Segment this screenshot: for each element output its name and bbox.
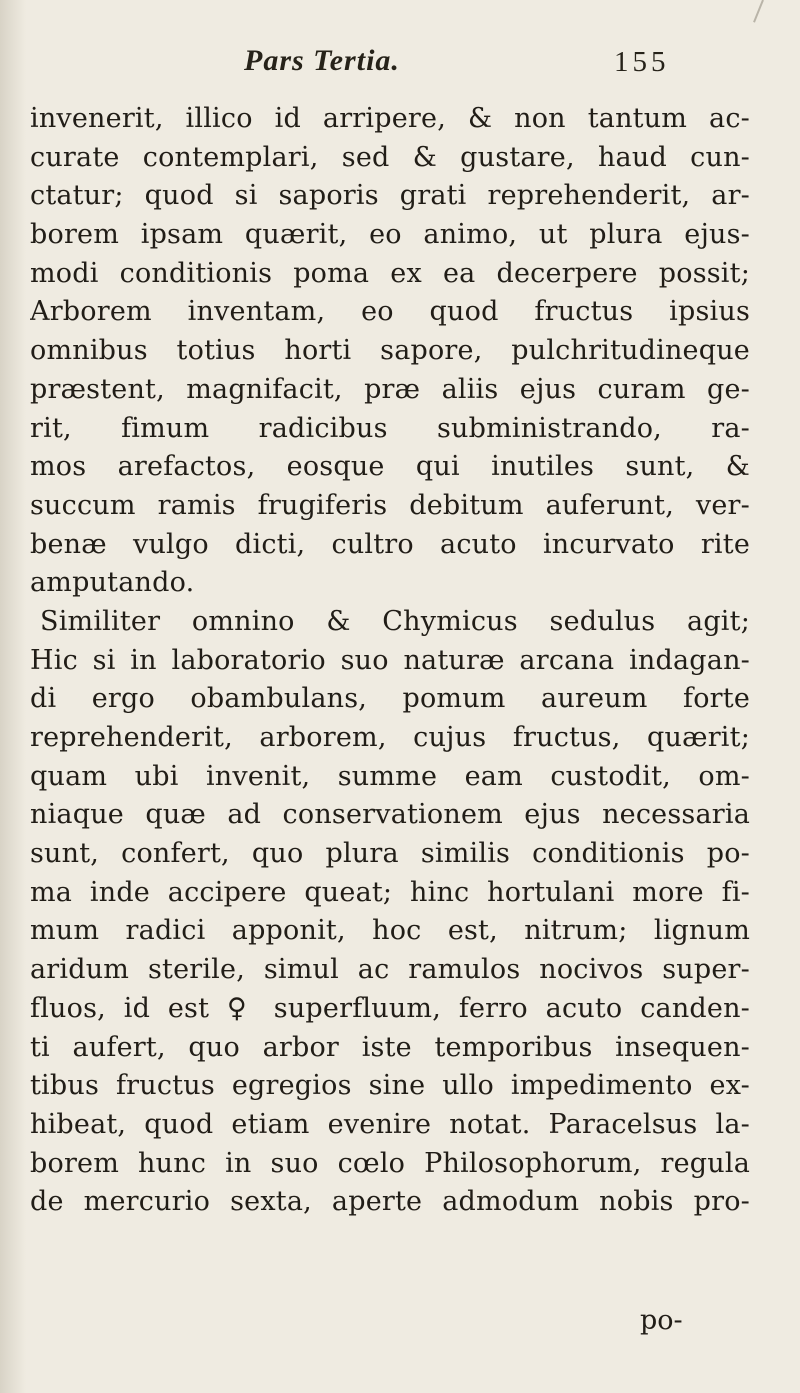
- text-line: succum ramis frugiferis debitum auferunt, ver-: [30, 489, 750, 521]
- text-line: sunt, confert, quo plura similis conditionis po-: [30, 838, 750, 870]
- page-corner-mark: [753, 0, 764, 23]
- text-line: amputando.: [30, 567, 195, 599]
- text-line: invenerit, illico id arripere, & non tantum ac-: [30, 103, 750, 134]
- text-line: modi conditionis poma ex ea decerpere possit;: [30, 257, 750, 289]
- text-line: hibeat, quod etiam evenire notat. Paracelsus la-: [30, 1108, 750, 1140]
- catchword: po-: [640, 1305, 683, 1336]
- text-line: Hic si in laboratorio suo naturæ arcana indagan-: [30, 644, 750, 676]
- running-title: Pars Tertia.: [244, 44, 400, 77]
- text-line: borem hunc in suo cœlo Philosophorum, regula: [30, 1147, 750, 1179]
- text-line: di ergo obambulans, pomum aureum forte: [30, 683, 750, 715]
- text-line: borem ipsam quærit, eo animo, ut plura ejus-: [30, 219, 750, 251]
- page-number: 155: [614, 46, 670, 78]
- text-line: mum radici apponit, hoc est, nitrum; lignum: [30, 915, 750, 947]
- text-line: omnibus totius horti sapore, pulchritudineque: [30, 335, 750, 367]
- text-line: curate contemplari, sed & gustare, haud cun-: [30, 141, 750, 173]
- paragraph-start-line: Similiter omnino & Chymicus sedulus agit;: [40, 605, 750, 637]
- text-line: quam ubi invenit, summe eam custodit, om-: [30, 760, 750, 792]
- text-line: rit, fimum radicibus subministrando, ra-: [30, 412, 750, 444]
- text-line: niaque quæ ad conservationem ejus necessaria: [30, 799, 750, 831]
- text-line: ma inde accipere queat; hinc hortulani more fi-: [30, 876, 750, 908]
- text-line: aridum sterile, simul ac ramulos nocivos super-: [30, 954, 750, 986]
- text-line: fluos, id est ♀ superfluum, ferro acuto canden-: [30, 992, 750, 1024]
- body-text: [30, 100, 750, 1222]
- text-line: reprehenderit, arborem, cujus fructus, quærit;: [30, 722, 750, 753]
- text-line: tibus fructus egregios sine ullo impedimento ex-: [30, 1070, 750, 1102]
- text-line: benæ vulgo dicti, cultro acuto incurvato rite: [30, 528, 750, 560]
- text-line: ctatur; quod si saporis grati reprehenderit, ar-: [30, 180, 750, 212]
- gutter-shadow: [0, 0, 26, 1393]
- text-line: mos arefactos, eosque qui inutiles sunt, &: [30, 451, 750, 483]
- running-head: [0, 44, 800, 84]
- text-line: de mercurio sexta, aperte admodum nobis pro-: [30, 1186, 750, 1218]
- text-line: ti aufert, quo arbor iste temporibus insequen-: [30, 1031, 750, 1063]
- text-line: Arborem inventam, eo quod fructus ipsius: [30, 296, 750, 328]
- text-line: præstent, magnifacit, præ aliis ejus curam ge-: [30, 373, 750, 405]
